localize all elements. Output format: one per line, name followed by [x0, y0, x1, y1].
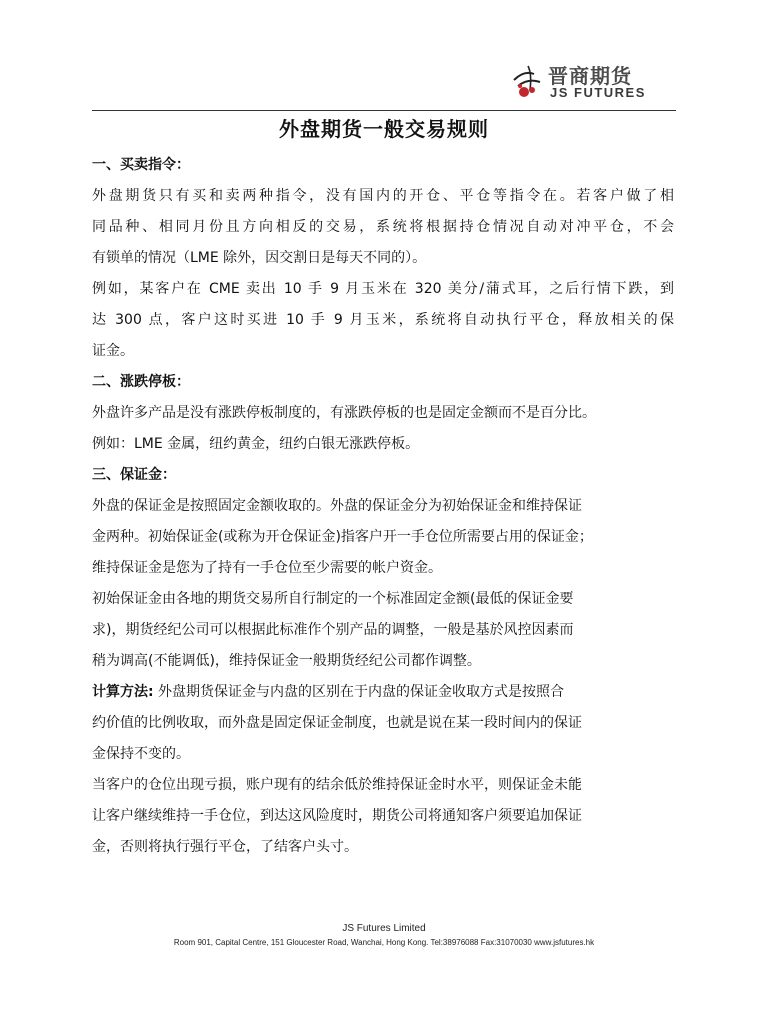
paragraph-line: 金，否则将执行强行平仓，了结客户头寸。 — [92, 839, 358, 855]
calculation-method-label: 计算方法: — [92, 684, 154, 700]
paragraph-line: 外盘许多产品是没有涨跌停板制度的，有涨跌停板的也是固定金额而不是百分比。 — [92, 405, 596, 421]
paragraph-line: 求)，期货经纪公司可以根据此标准作个别产品的调整，一般是基於风控因素而 — [92, 622, 574, 638]
paragraph-line: 有锁单的情况（LME 除外，因交割日是每天不同的）。 — [92, 250, 427, 266]
page-footer — [0, 922, 768, 950]
paragraph-line: 证金。 — [92, 343, 134, 359]
document-title: 外盘期货一般交易规则 — [279, 117, 489, 141]
paragraph-line: 外盘的保证金是按照固定金额收取的。外盘的保证金分为初始保证金和维持保证 — [92, 498, 582, 514]
paragraph-line: 初始保证金由各地的期货交易所自行制定的一个标准固定金额(最低的保证金要 — [92, 591, 574, 607]
paragraph-line: 约价值的比例收取，而外盘是固定保证金制度，也就是说在某一段时间内的保证 — [92, 715, 582, 731]
footer-company-name: JS Futures Limited — [342, 923, 426, 934]
company-logo — [510, 58, 660, 104]
document-body — [92, 150, 682, 863]
paragraph-line: 例如，某客户在 CME 卖出 10 手 9 月玉米在 320 美分/蒲式耳，之后行情下跌，到 — [92, 281, 674, 297]
section-heading-price-limits: 二、涨跌停板： — [92, 374, 190, 390]
paragraph-line: 例如：LME 金属，纽约黄金，纽约白银无涨跌停板。 — [92, 436, 420, 452]
paragraph-line: 外盘期货只有买和卖两种指令，没有国内的开仓、平仓等指令在。若客户做了相 — [92, 188, 674, 204]
page-header — [92, 50, 676, 111]
calculation-method-text: 外盘期货保证金与内盘的区别在于内盘的保证金收取方式是按照合 — [153, 684, 565, 700]
paragraph-line: 维持保证金是您为了持有一手仓位至少需要的帐户资金。 — [92, 560, 442, 576]
calculation-method-line — [92, 677, 682, 708]
section-heading-margin: 三、保证金： — [92, 467, 176, 483]
logo-chinese-name: 晋商期货 — [548, 64, 632, 88]
paragraph-line: 同品种、相同月份且方向相反的交易，系统将根据持仓情况自动对冲平仓，不会 — [92, 219, 674, 235]
paragraph-line: 达 300 点，客户这时买进 10 手 9 月玉米，系统将自动执行平仓，释放相关的保 — [92, 312, 674, 328]
section-heading-orders: 一、买卖指令： — [92, 157, 190, 173]
paragraph-line: 稍为调高(不能调低)，维持保证金一般期货经纪公司都作调整。 — [92, 653, 481, 669]
paragraph-line: 金保持不变的。 — [92, 746, 190, 762]
logo-english-name: JS FUTURES — [550, 85, 646, 100]
paragraph-line: 金两种。初始保证金(或称为开仓保证金)指客户开一手仓位所需要占用的保证金； — [92, 529, 593, 545]
logo-flower-icon — [510, 60, 550, 100]
footer-address: Room 901, Capital Centre, 151 Gloucester Road, Wanchai, Hong Kong. Tel:38976088 Fax:31070030 www.jsfutures.hk — [173, 938, 595, 947]
paragraph-line: 让客户继续维持一手仓位，到达这风险度时，期货公司将通知客户须要追加保证 — [92, 808, 582, 824]
paragraph-line: 当客户的仓位出现亏损，账户现有的结余低於维持保证金时水平，则保证金未能 — [92, 777, 582, 793]
